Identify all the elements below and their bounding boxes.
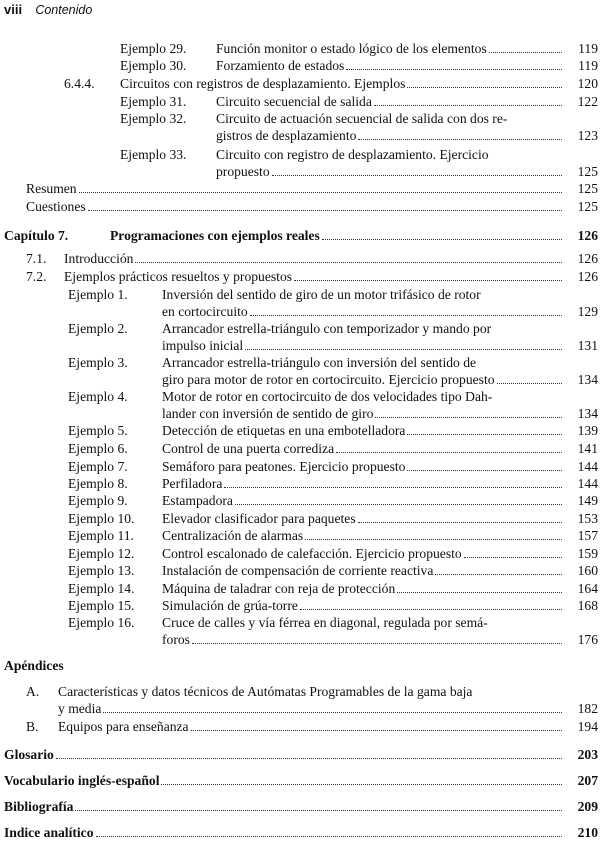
entry-title: Ejemplos prácticos resueltos y propuestos [64,269,293,284]
entry-title-continued: propuesto [216,164,270,179]
entry-number: Ejemplo 10. [68,511,135,526]
dot-leader [346,69,562,70]
entry-number: Ejemplo 31. [120,94,187,109]
entry-number: Ejemplo 8. [68,476,128,491]
page-ref: 144 [577,476,598,491]
entry-title: Detección de etiquetas en una embotelladora [162,423,406,438]
dot-leader [397,592,562,593]
entry-number: 7.1. [26,251,47,266]
page-ref: 119 [578,41,598,56]
entry-title: Características y datos técnicos de Autómatas Programables de la gama baja [58,684,473,699]
dot-leader [250,315,562,316]
entry-number: Ejemplo 11. [68,528,134,543]
dot-leader [192,643,562,644]
entry-number: Ejemplo 14. [68,581,135,596]
entry-number: Ejemplo 5. [68,423,128,438]
entry-title: Equipos para enseñanza [58,719,189,734]
entry-title: Estampadora [162,493,233,508]
dot-leader [161,784,562,785]
entry-number: Ejemplo 33. [120,147,187,162]
dot-leader [305,539,562,540]
running-header [4,2,92,18]
dot-leader [435,574,562,575]
page-ref: 159 [577,546,598,561]
page-ref: 120 [577,76,598,91]
entry-title: Centralización de alarmas [162,528,304,543]
entry-number: Ejemplo 2. [68,321,128,336]
entry-number: Ejemplo 13. [68,563,135,578]
dot-leader [135,262,562,263]
entry-number: Ejemplo 9. [68,493,128,508]
entry-number: Capítulo 7. [4,228,69,243]
page-ref: 129 [577,304,598,319]
dot-leader [245,349,562,350]
dot-leader [191,730,562,731]
entry-number: Ejemplo 12. [68,546,135,561]
dot-leader [224,487,562,488]
page-ref: 131 [577,338,598,353]
page-ref: 182 [577,701,598,716]
page-ref: 207 [577,773,598,788]
dot-leader [75,810,562,811]
dot-leader [235,504,562,505]
entry-number: Ejemplo 16. [68,615,135,630]
dot-leader [464,557,562,558]
entry-title-continued: impulso inicial [162,338,244,353]
entry-title: Motor de rotor en cortocircuito de dos velocidades tipo Dah- [162,389,493,404]
entry-title: Simulación de grúa-torre [162,598,298,613]
entry-number: 6.4.4. [64,76,95,91]
dot-leader [407,470,562,471]
entry-title-continued: foros [162,632,190,647]
page-ref: 153 [577,511,598,526]
page-number: viii [4,2,23,17]
entry-number: A. [26,684,40,699]
dot-leader [336,452,562,453]
entry-title: Control de una puerta corrediza [162,441,335,456]
entry-number: Ejemplo 7. [68,459,128,474]
entry-title: Elevador clasificador para paquetes [162,511,356,526]
page-ref: 203 [577,747,598,762]
dot-leader [374,105,562,106]
entry-title: Circuito de actuación secuencial de salida con dos re- [216,111,508,126]
entry-title: Indice analítico [4,825,94,840]
entry-title: Programaciones con ejemplos reales [110,228,320,243]
entry-number: Ejemplo 32. [120,111,187,126]
dot-leader [300,609,562,610]
entry-title: Vocabulario inglés-español [4,773,160,788]
page-ref: 125 [577,164,598,179]
entry-title: Apéndices [4,658,64,673]
entry-title: Arrancador estrella-triángulo con temporizador y mando por [162,321,492,336]
dot-leader [358,139,562,140]
entry-title: Función monitor o estado lógico de los elementos [216,41,487,56]
dot-leader [407,434,562,435]
entry-title: Perfiladora [162,476,223,491]
entry-title: Control escalonado de calefacción. Ejercicio propuesto [162,546,462,561]
entry-number: Ejemplo 29. [120,41,187,56]
page-ref: 125 [577,181,598,196]
page-ref: 194 [577,719,598,734]
page-ref: 176 [577,632,598,647]
page-ref: 122 [577,94,598,109]
page-ref: 134 [577,372,598,387]
entry-title-continued: y media [58,701,102,716]
running-title: Contenido [35,3,93,17]
page-ref: 157 [577,528,598,543]
page-ref: 209 [577,799,598,814]
page-ref: 141 [577,441,598,456]
page-ref: 125 [577,199,598,214]
dot-leader [56,758,562,759]
entry-title: Cruce de calles y vía férrea en diagonal, regulada por semá- [162,615,488,630]
entry-title: Forzamiento de estados [216,58,345,73]
entry-title-continued: en cortocircuito [162,304,248,319]
page-ref: 168 [577,598,598,613]
page-ref: 126 [577,269,598,284]
entry-number: 7.2. [26,269,47,284]
dot-leader [96,836,563,837]
entry-title: Glosario [4,747,54,762]
page-ref: 123 [577,128,598,143]
entry-title: Resumen [26,181,77,196]
page-ref: 160 [577,563,598,578]
entry-title: Bibliografía [4,799,74,814]
dot-leader [294,280,562,281]
page-ref: 139 [577,423,598,438]
entry-title: Semáforo para peatones. Ejercicio propuesto [162,459,406,474]
entry-number: Ejemplo 15. [68,598,135,613]
dot-leader [375,417,562,418]
page-ref: 126 [577,228,598,243]
entry-title: Instalación de compensación de corriente reactiva [162,563,434,578]
page-ref: 126 [577,251,598,266]
entry-title-continued: lander con inversión de sentido de giro [162,406,374,421]
dot-leader [497,383,562,384]
dot-leader [407,87,562,88]
entry-title: Circuitos con registros de desplazamiento. Ejemplos [120,76,406,91]
page-ref: 144 [577,459,598,474]
dot-leader [272,175,562,176]
entry-number: Ejemplo 30. [120,58,187,73]
page-ref: 119 [578,58,598,73]
dot-leader [489,52,562,53]
entry-title-continued: giro para motor de rotor en cortocircuito. Ejercicio propuesto [162,372,495,387]
entry-title: Arrancador estrella-triángulo con inversión del sentido de [162,355,477,370]
entry-number: B. [26,719,39,734]
page-ref: 149 [577,493,598,508]
entry-title: Cuestiones [26,199,86,214]
dot-leader [88,210,562,211]
entry-title: Inversión del sentido de giro de un motor trifásico de rotor [162,287,481,302]
entry-number: Ejemplo 4. [68,389,128,404]
entry-title: Máquina de taladrar con reja de protección [162,581,396,596]
dot-leader [79,192,562,193]
dot-leader [322,239,562,240]
page-ref: 164 [577,581,598,596]
page-ref: 134 [577,406,598,421]
entry-title-continued: gistros de desplazamiento [216,128,357,143]
page-ref: 210 [577,825,598,840]
entry-number: Ejemplo 6. [68,441,128,456]
dot-leader [358,522,562,523]
dot-leader [103,712,562,713]
entry-number: Ejemplo 1. [68,287,128,302]
entry-title: Circuito con registro de desplazamiento. Ejercicio [216,147,489,162]
entry-number: Ejemplo 3. [68,355,128,370]
entry-title: Circuito secuencial de salida [216,94,372,109]
entry-title: Introducción [64,251,134,266]
